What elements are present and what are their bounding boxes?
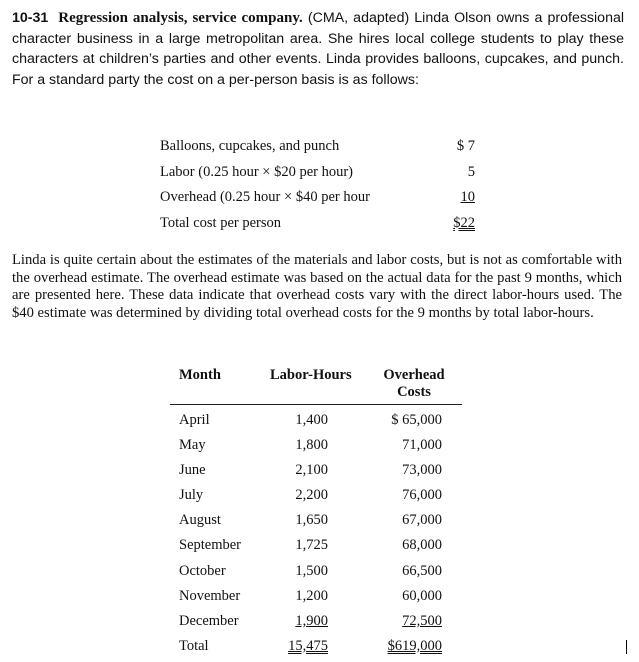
cell-labor-hours: 1,500 xyxy=(295,562,328,579)
table-row xyxy=(170,587,462,612)
cell-overhead: 68,000 xyxy=(402,537,442,554)
cell-labor-hours: 2,100 xyxy=(295,462,328,479)
text-cursor xyxy=(626,640,627,654)
table-row-total xyxy=(170,637,462,662)
cell-labor-hours: 1,800 xyxy=(295,437,328,454)
cell-overhead: 66,500 xyxy=(402,562,442,579)
cost-amount: 10 xyxy=(460,189,475,205)
cell-labor-hours: 1,900 xyxy=(295,612,328,629)
cell-month: November xyxy=(179,587,241,604)
cell-labor-hours: 1,725 xyxy=(295,537,328,554)
cell-overhead: 60,000 xyxy=(402,587,442,604)
table-row xyxy=(170,536,462,561)
table-row xyxy=(170,612,462,637)
header-overhead xyxy=(378,367,450,401)
table-row xyxy=(170,411,462,436)
header-month: Month xyxy=(179,367,221,383)
table-row xyxy=(170,461,462,486)
cost-row-total xyxy=(160,213,475,239)
cell-overhead: 71,000 xyxy=(402,437,442,454)
cell-month: July xyxy=(179,487,204,504)
overhead-paragraph: Linda is quite certain about the estimates of the materials and labor costs, but is not as comfortable with the overhead estimate. The overhead estimate was based on the actual data for the past 9 months, which are presented here. These data indicate that overhead costs vary with the direct labor-hours used. The $40 estimate was determined by dividing total overhead costs for the 9 months by total labor-hours. xyxy=(12,252,622,321)
table-row xyxy=(170,511,462,536)
cell-month: September xyxy=(179,537,242,554)
cell-month: April xyxy=(179,412,210,428)
cost-label: Labor (0.25 hour × $20 per hour) xyxy=(160,163,354,180)
cell-month: December xyxy=(179,612,239,629)
cost-row xyxy=(160,162,475,188)
overhead-data-table xyxy=(170,364,462,662)
cell-labor-hours: 15,475 xyxy=(288,637,328,654)
table-row xyxy=(170,436,462,461)
intro-text: (CMA, adapted) Linda Olson owns a professional character business in a large metropolitan area. She hires local college students to play these characters at children’s parties and other events. Linda provides balloons, cupcakes, and punch. For a standard party the cost on a per-person basis is as follows: xyxy=(12,10,624,88)
cell-month: October xyxy=(179,562,226,579)
cell-labor-hours: 1,650 xyxy=(295,512,328,529)
cell-overhead: 76,000 xyxy=(402,487,442,504)
cell-month: May xyxy=(179,437,206,454)
cell-overhead: $619,000 xyxy=(387,637,442,654)
header-overhead-line2: Costs xyxy=(397,384,431,400)
cost-label: Total cost per person xyxy=(160,214,281,231)
cell-overhead: 67,000 xyxy=(402,512,442,529)
cost-label: Overhead (0.25 hour × $40 per hour xyxy=(160,189,370,205)
cell-overhead: 72,500 xyxy=(402,612,442,629)
problem-title: Regression analysis, service company. xyxy=(58,10,303,26)
header-labor-hours: Labor-Hours xyxy=(270,367,352,383)
problem-number: 10-31 xyxy=(12,10,49,26)
cell-labor-hours: 2,200 xyxy=(295,487,328,504)
cost-amount: $ 7 xyxy=(456,138,475,154)
problem-intro xyxy=(12,8,624,90)
header-overhead-line1: Overhead xyxy=(383,367,445,383)
table-body xyxy=(170,411,462,662)
cell-labor-hours: 1,400 xyxy=(295,412,328,428)
cell-month: August xyxy=(179,512,221,529)
cell-month: Total xyxy=(179,637,209,654)
table-header xyxy=(170,364,462,405)
cell-overhead: $ 65,000 xyxy=(391,412,442,428)
cost-breakdown xyxy=(160,136,475,238)
cost-amount: $22 xyxy=(453,214,475,231)
table-row xyxy=(170,486,462,511)
cost-row xyxy=(160,187,475,213)
cell-labor-hours: 1,200 xyxy=(295,587,328,604)
table-row xyxy=(170,562,462,587)
cell-overhead: 73,000 xyxy=(402,462,442,479)
cost-label: Balloons, cupcakes, and punch xyxy=(160,138,340,154)
cost-row xyxy=(160,136,475,162)
cell-month: June xyxy=(179,462,206,479)
cost-amount: 5 xyxy=(467,163,475,180)
